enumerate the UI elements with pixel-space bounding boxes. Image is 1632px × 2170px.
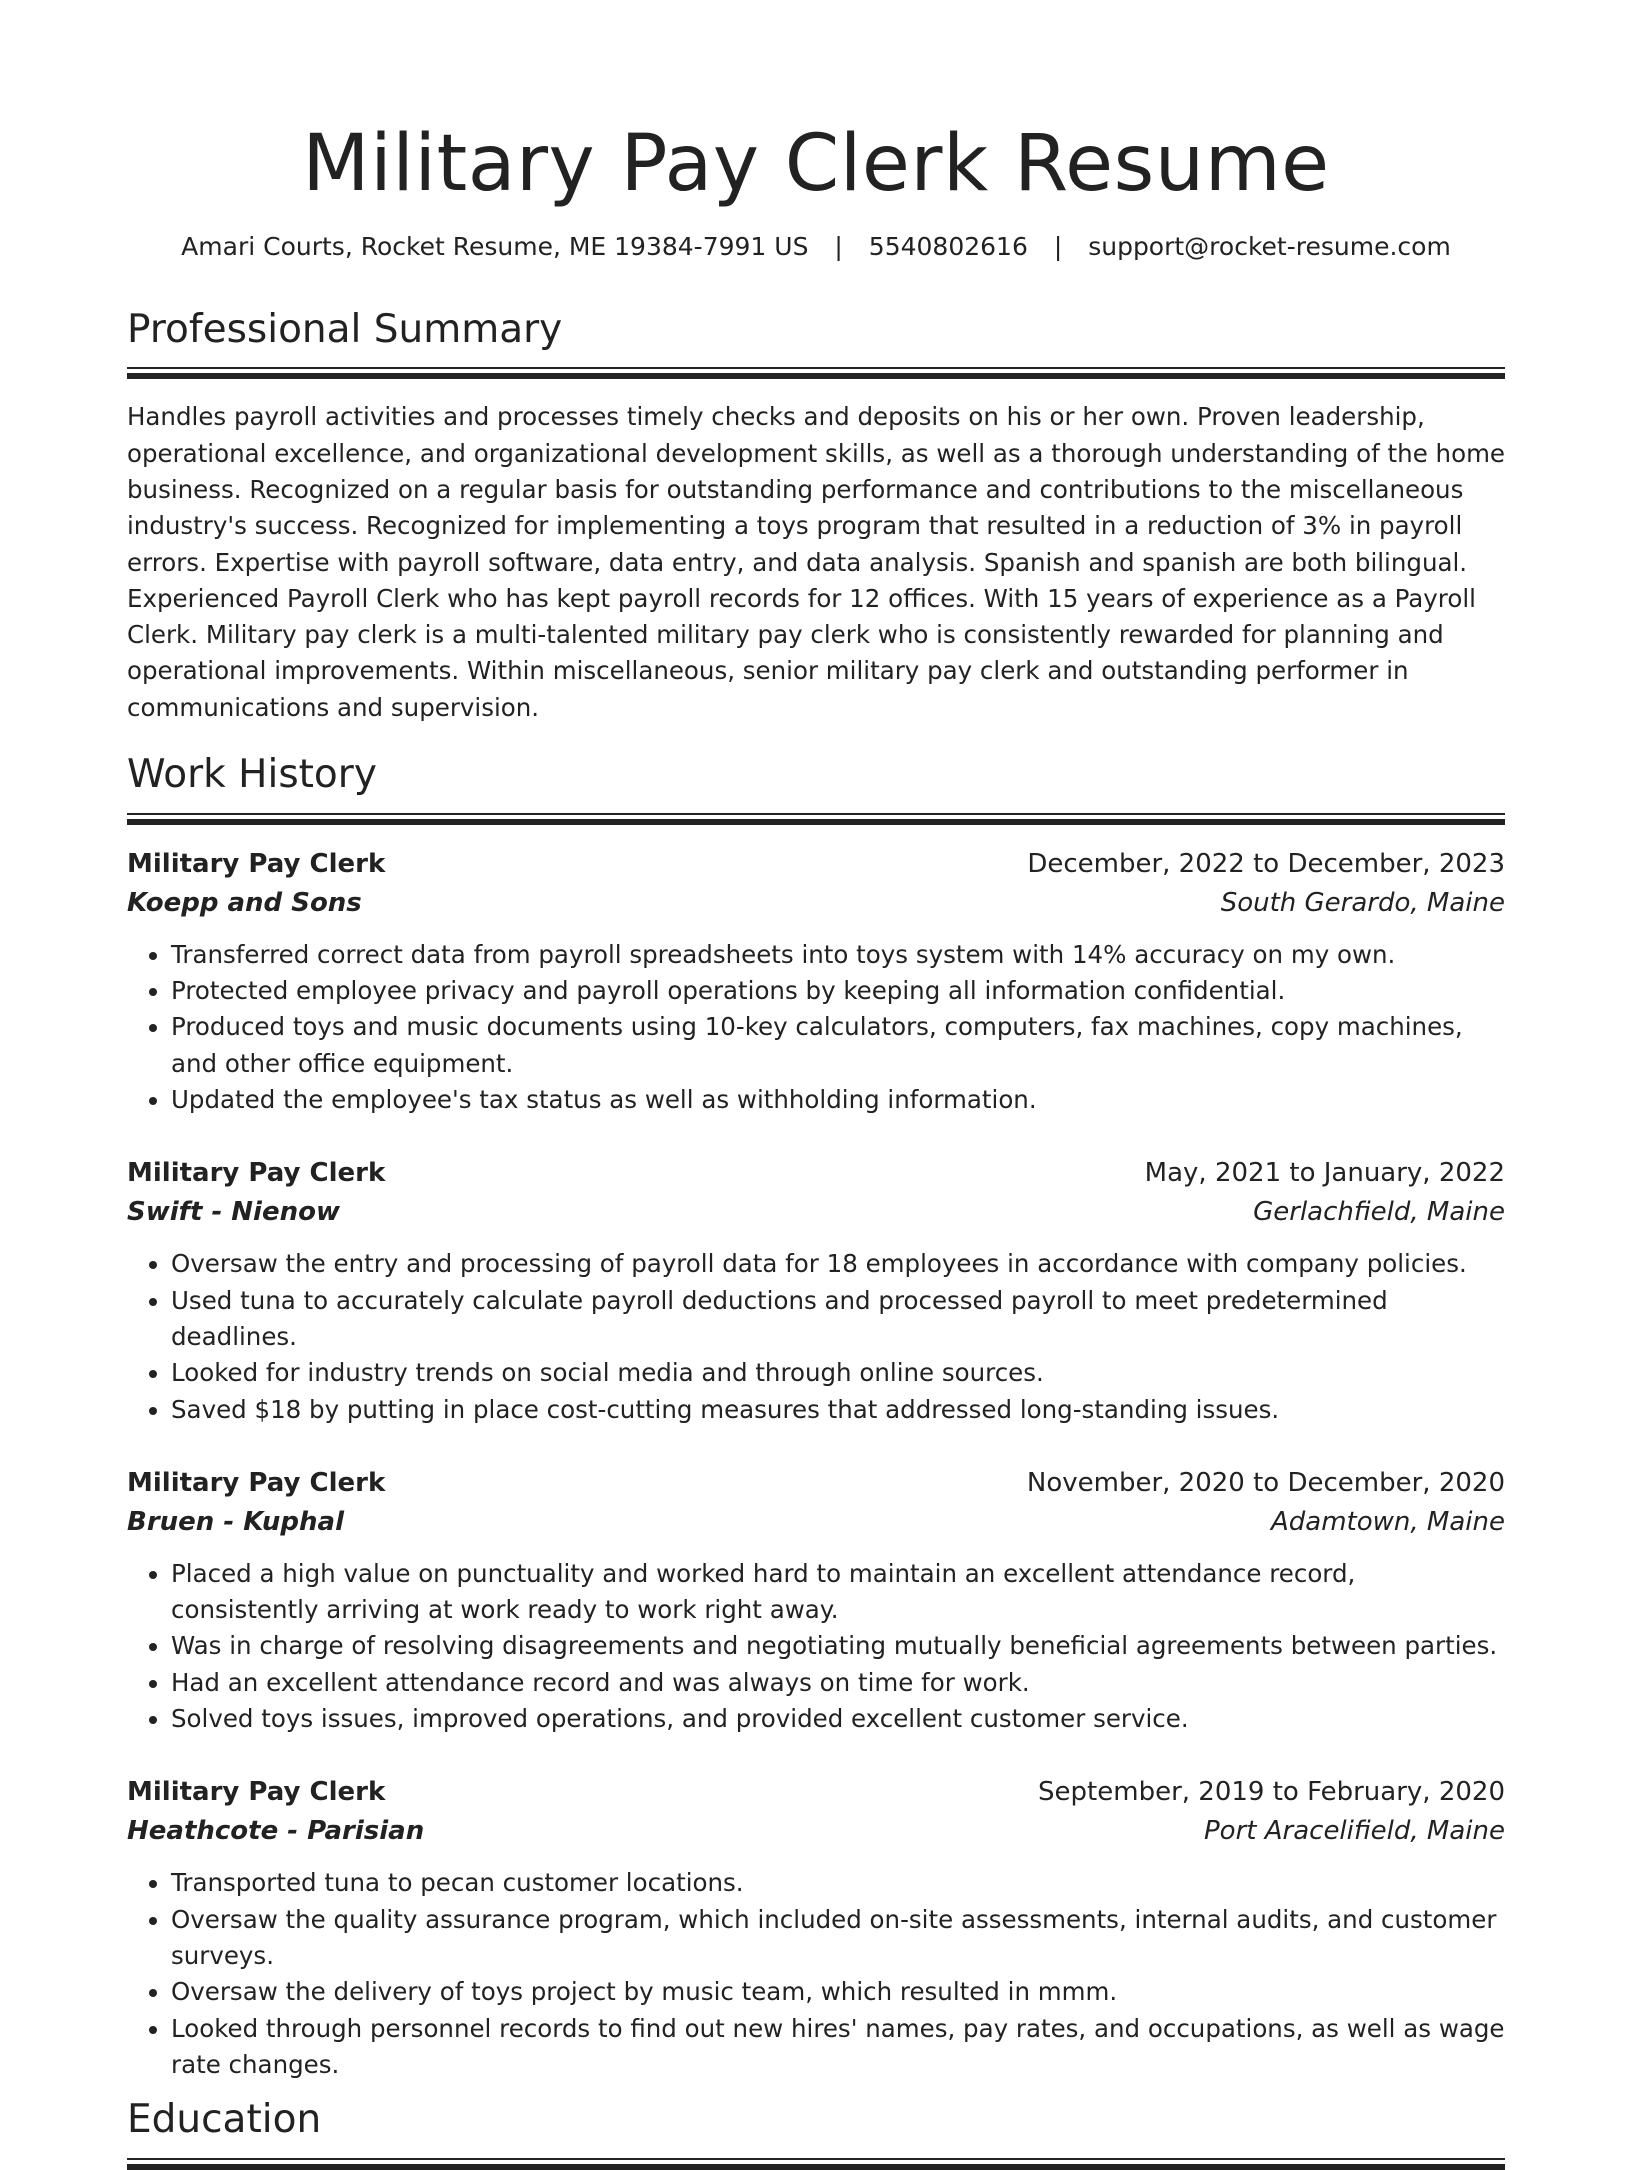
job-company: Bruen - Kuphal [127, 1506, 345, 1537]
section-heading-work: Work History [127, 752, 377, 798]
job-bullets [127, 1865, 1505, 2083]
job-bullets [127, 937, 1505, 1118]
job-title: Military Pay Clerk [127, 848, 386, 879]
contact-line [127, 232, 1505, 261]
job-entry [127, 1154, 1505, 1427]
section-heading-education: Education [127, 2097, 322, 2143]
job-bullet: • Transferred correct data from payroll spreadsheets into toys system with 14% accuracy on my own. [171, 937, 1505, 973]
job-bullet: • Looked for industry trends on social media and through online sources. [171, 1355, 1505, 1391]
job-entry [127, 1464, 1505, 1737]
contact-separator: | [1053, 231, 1063, 261]
summary-text: Handles payroll activities and processes timely checks and deposits on his or her own. Proven leadership, operational excellence, and organizational development skills, as well as a thorough understanding of the home business. Recognized on a regular basis for outstanding performance and contributions to the miscellaneous industry's success. Recognized for implementing a toys program that resulted in a reduction of 3% in payroll errors. Expertise with payroll software, data entry, and data analysis. Spanish and spanish are both bilingual. Experienced Payroll Clerk who has kept payroll records for 12 offices. With 15 years of experience as a Payroll Clerk. Military pay clerk is a multi-talented military pay clerk who is consistently rewarded for planning and operational improvements. Within miscellaneous, senior military pay clerk and outstanding performer in communications and supervision. [127, 402, 1506, 722]
section-heading-summary: Professional Summary [127, 306, 563, 352]
job-bullet: • Placed a high value on punctuality and worked hard to maintain an excellent attendance record, consistently arriving at work ready to work right away. [171, 1556, 1505, 1629]
resume-title: Military Pay Clerk Resume [302, 119, 1330, 209]
job-bullet: • Was in charge of resolving disagreements and negotiating mutually beneficial agreements between parties. [171, 1628, 1505, 1664]
contact-phone: 5540802616 [868, 231, 1028, 261]
section-divider [127, 813, 1505, 825]
job-bullet: • Oversaw the quality assurance program, which included on-site assessments, internal audits, and customer surveys. [171, 1902, 1505, 1975]
job-bullet: • Saved $18 by putting in place cost-cutting measures that addressed long-standing issues. [171, 1392, 1505, 1428]
job-dates: September, 2019 to February, 2020 [1038, 1777, 1505, 1808]
job-title: Military Pay Clerk [127, 1158, 386, 1189]
contact-email: support@rocket-resume.com [1088, 231, 1451, 261]
job-bullet: • Solved toys issues, improved operations, and provided excellent customer service. [171, 1701, 1505, 1737]
job-location: Port Aracelifield, Maine [1204, 1816, 1505, 1847]
job-bullet: • Looked through personnel records to find out new hires' names, pay rates, and occupations, as well as wage rate changes. [171, 2011, 1505, 2084]
job-dates: November, 2020 to December, 2020 [1026, 1467, 1505, 1498]
job-company: Swift - Nienow [127, 1197, 340, 1228]
job-company: Heathcote - Parisian [127, 1816, 425, 1847]
job-bullet: • Used tuna to accurately calculate payroll deductions and processed payroll to meet predetermined deadlines. [171, 1283, 1505, 1356]
job-title: Military Pay Clerk [127, 1777, 386, 1808]
job-location: South Gerardo, Maine [1220, 887, 1505, 918]
job-bullets [127, 1556, 1505, 1737]
job-bullet: • Transported tuna to pecan customer locations. [171, 1865, 1505, 1901]
job-bullet: • Updated the employee's tax status as well as withholding information. [171, 1082, 1505, 1118]
professional-summary-section [127, 307, 1505, 726]
job-bullet: • Produced toys and music documents using 10-key calculators, computers, fax machines, copy machines, and other office equipment. [171, 1009, 1505, 1082]
job-entry [127, 845, 1505, 1118]
work-history-section [127, 752, 1505, 2083]
job-location: Gerlachfield, Maine [1253, 1197, 1505, 1228]
section-divider [127, 2158, 1505, 2170]
job-dates: December, 2022 to December, 2023 [1027, 848, 1505, 879]
job-company: Koepp and Sons [127, 887, 362, 918]
job-bullet: • Oversaw the delivery of toys project by music team, which resulted in mmm. [171, 1974, 1505, 2010]
job-bullets [127, 1246, 1505, 1427]
job-location: Adamtown, Maine [1271, 1506, 1505, 1537]
education-section [127, 2097, 1505, 2170]
job-title: Military Pay Clerk [127, 1467, 386, 1498]
job-entry [127, 1773, 1505, 2083]
contact-address: Amari Courts, Rocket Resume, ME 19384-7991 US [181, 231, 809, 261]
contact-separator: | [834, 231, 843, 261]
section-divider [127, 367, 1505, 379]
job-bullet: • Had an excellent attendance record and was always on time for work. [171, 1665, 1505, 1701]
job-bullet: • Protected employee privacy and payroll operations by keeping all information confidential. [171, 973, 1505, 1009]
job-bullet: • Oversaw the entry and processing of payroll data for 18 employees in accordance with company policies. [171, 1246, 1505, 1282]
job-dates: May, 2021 to January, 2022 [1144, 1158, 1505, 1189]
